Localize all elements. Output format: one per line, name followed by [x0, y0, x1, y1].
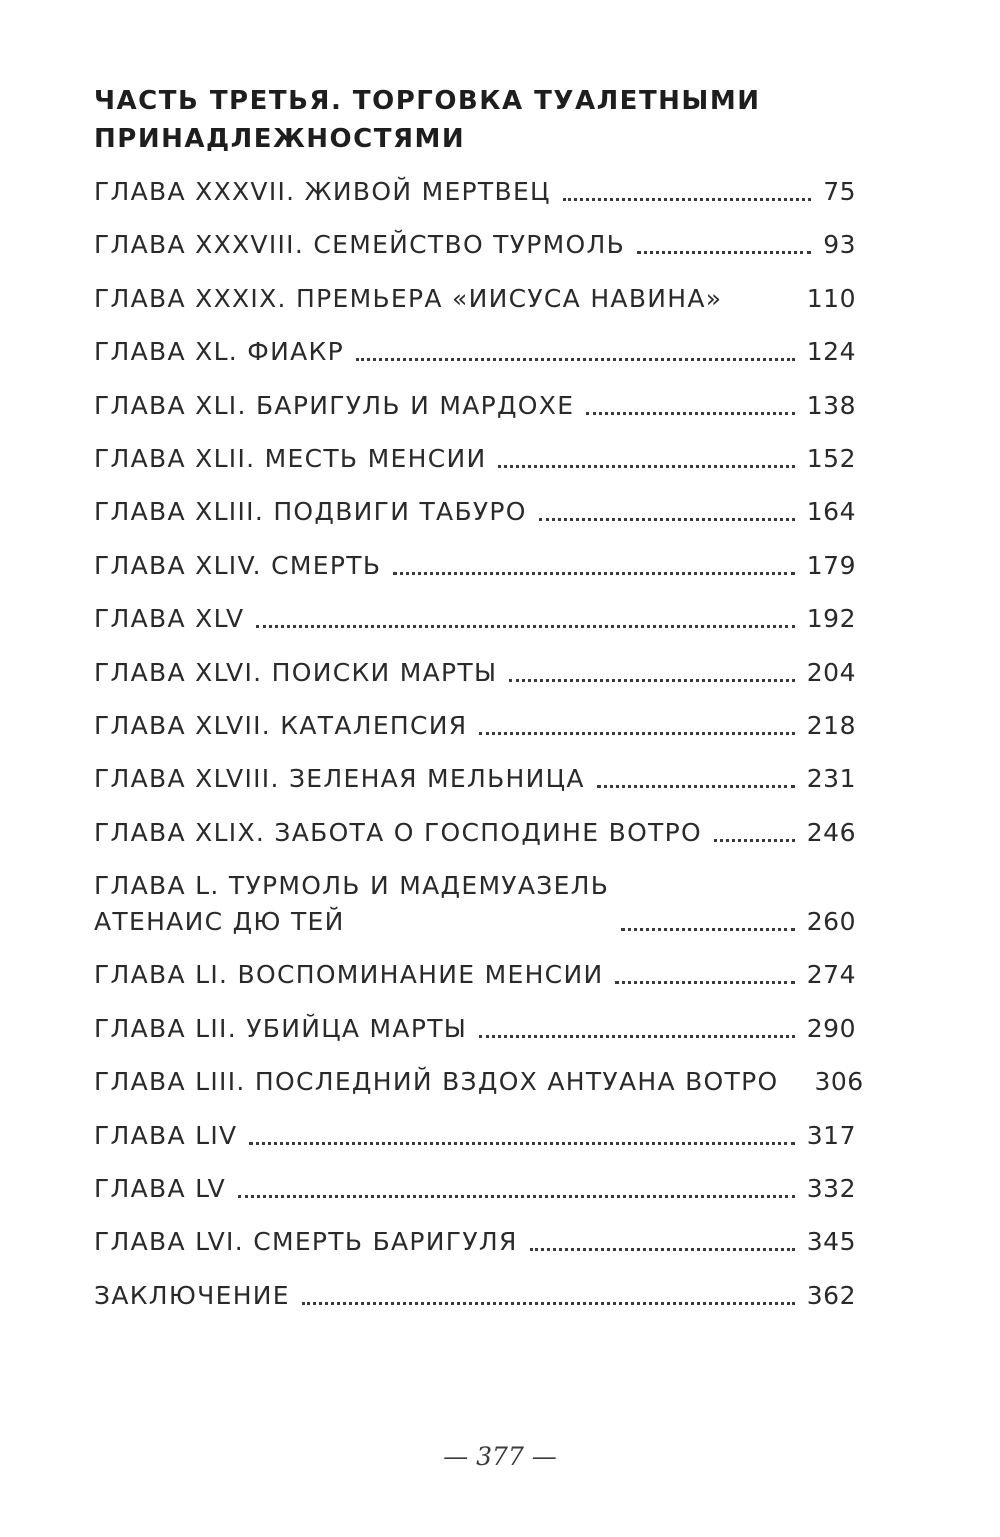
toc-entry	[94, 494, 856, 530]
dot-leader	[563, 198, 811, 201]
toc-entry	[94, 1011, 856, 1047]
toc-entry-title: ГЛАВА LII. УБИЙЦА МАРТЫ	[94, 1013, 468, 1043]
toc-entry	[94, 334, 856, 370]
toc-entry-title: ЗАКЛЮЧЕНИЕ	[94, 1280, 290, 1310]
toc-entry	[94, 708, 856, 744]
dot-leader	[393, 572, 795, 575]
toc-entry-title: ГЛАВА XLI. БАРИГУЛЬ И МАРДОХЕ	[94, 390, 575, 420]
toc-entry	[94, 957, 856, 993]
toc-entry-title: ГЛАВА LIV	[94, 1120, 238, 1150]
toc-entry-title: ГЛАВА XXXIX. ПРЕМЬЕРА «ИИСУСА НАВИНА»	[94, 283, 723, 313]
toc-entry	[94, 655, 856, 691]
toc-entry-page: 75	[823, 177, 856, 206]
toc-entry-page: 124	[806, 337, 856, 367]
toc-entry-title: ГЛАВА XLIX. ЗАБОТА О ГОСПОДИНЕ ВОТРО	[94, 817, 702, 847]
dot-leader	[479, 732, 794, 735]
toc-entry	[94, 1064, 864, 1100]
toc-entry-page: 306	[814, 1067, 864, 1097]
toc-entry-page: 138	[806, 390, 856, 420]
toc-entry-title: ГЛАВА XXXVIII. СЕМЕЙСТВО ТУРМОЛЬ	[94, 230, 626, 260]
page-number: — 377 —	[443, 1442, 557, 1471]
toc-entry	[94, 1171, 856, 1207]
toc-entry-page: 362	[806, 1280, 856, 1310]
toc-entry-title: ГЛАВА LI. ВОСПОМИНАНИЕ МЕНСИИ	[94, 960, 604, 990]
toc-entry-title: ГЛАВА XLV	[94, 604, 245, 634]
dot-leader	[586, 412, 794, 415]
toc-entry-page: 246	[806, 817, 856, 847]
toc-entry	[94, 1224, 856, 1260]
toc-entry-title: ГЛАВА XLIII. ПОДВИГИ ТАБУРО	[94, 497, 527, 527]
toc-entry-title	[94, 868, 609, 940]
toc-entry-page: 274	[806, 960, 856, 990]
toc-entry	[94, 281, 856, 317]
dot-leader	[238, 1195, 795, 1198]
part-title-line1: ЧАСТЬ ТРЕТЬЯ. ТОРГОВКА ТУАЛЕТНЫМИ	[94, 86, 761, 116]
part-title	[94, 82, 856, 158]
toc-entry-page: 345	[806, 1227, 856, 1257]
toc-entry	[94, 388, 856, 424]
toc-entry	[94, 548, 856, 584]
toc-entry	[94, 1278, 856, 1314]
table-of-contents	[94, 174, 864, 1314]
dot-leader	[714, 839, 795, 842]
toc-entry-title: ГЛАВА XLVIII. ЗЕЛЕНАЯ МЕЛЬНИЦА	[94, 764, 585, 794]
toc-page	[94, 82, 864, 1331]
dot-leader	[356, 358, 795, 361]
toc-entry	[94, 227, 856, 263]
toc-entry-page: 218	[806, 710, 856, 740]
dot-leader	[498, 465, 794, 468]
toc-entry	[94, 815, 856, 851]
dot-leader	[256, 625, 794, 628]
toc-entry-title: ГЛАВА XLIV. СМЕРТЬ	[94, 550, 382, 580]
dot-leader	[249, 1142, 794, 1145]
dot-leader	[302, 1302, 795, 1305]
toc-entry	[94, 868, 856, 940]
dot-leader	[530, 1248, 795, 1251]
toc-entry-page: 164	[806, 497, 856, 527]
dot-leader	[539, 518, 795, 521]
toc-entry-page: 93	[823, 230, 856, 260]
dot-leader	[621, 928, 795, 931]
toc-entry	[94, 174, 856, 210]
toc-entry	[94, 601, 856, 637]
toc-entry-page: 332	[806, 1174, 856, 1204]
dot-leader	[509, 679, 794, 682]
toc-entry-title-line1: ГЛАВА L. ТУРМОЛЬ И МАДЕМУАЗЕЛЬ	[94, 871, 610, 901]
toc-entry-page: 152	[806, 443, 856, 473]
toc-entry-page: 192	[806, 604, 856, 634]
dot-leader	[479, 1035, 795, 1038]
dot-leader	[734, 305, 794, 308]
toc-entry-title: ГЛАВА LIII. ПОСЛЕДНИЙ ВЗДОХ АНТУАНА ВОТРО	[94, 1067, 779, 1097]
toc-entry-page: 231	[806, 764, 856, 794]
toc-entry-title-line2: АТЕНАИС ДЮ ТЕЙ	[94, 907, 345, 937]
dot-leader	[637, 251, 811, 254]
toc-entry-title: ГЛАВА XL. ФИАКР	[94, 337, 344, 367]
toc-entry-title: ГЛАВА XLII. МЕСТЬ МЕНСИИ	[94, 443, 487, 473]
toc-entry	[94, 1118, 856, 1154]
part-title-line2: ПРИНАДЛЕЖНОСТЯМИ	[94, 124, 466, 154]
toc-entry-page: 317	[806, 1120, 856, 1150]
toc-entry-title: ГЛАВА XXXVII. ЖИВОЙ МЕРТВЕЦ	[94, 177, 551, 206]
toc-entry-page: 110	[806, 283, 856, 313]
dot-leader	[597, 785, 795, 788]
toc-entry-page: 204	[806, 657, 856, 687]
dot-leader	[615, 981, 794, 984]
toc-entry-title: ГЛАВА XLVII. КАТАЛЕПСИЯ	[94, 710, 468, 740]
toc-entry-page: 290	[806, 1013, 856, 1043]
toc-entry-title: ГЛАВА LVI. СМЕРТЬ БАРИГУЛЯ	[94, 1227, 518, 1257]
toc-entry-title: ГЛАВА LV	[94, 1174, 227, 1204]
toc-entry-page: 260	[806, 907, 856, 937]
toc-entry	[94, 441, 856, 477]
toc-entry-title: ГЛАВА XLVI. ПОИСКИ МАРТЫ	[94, 657, 498, 687]
toc-entry	[94, 761, 856, 797]
dot-leader	[790, 1088, 802, 1091]
toc-entry-page: 179	[806, 550, 856, 580]
